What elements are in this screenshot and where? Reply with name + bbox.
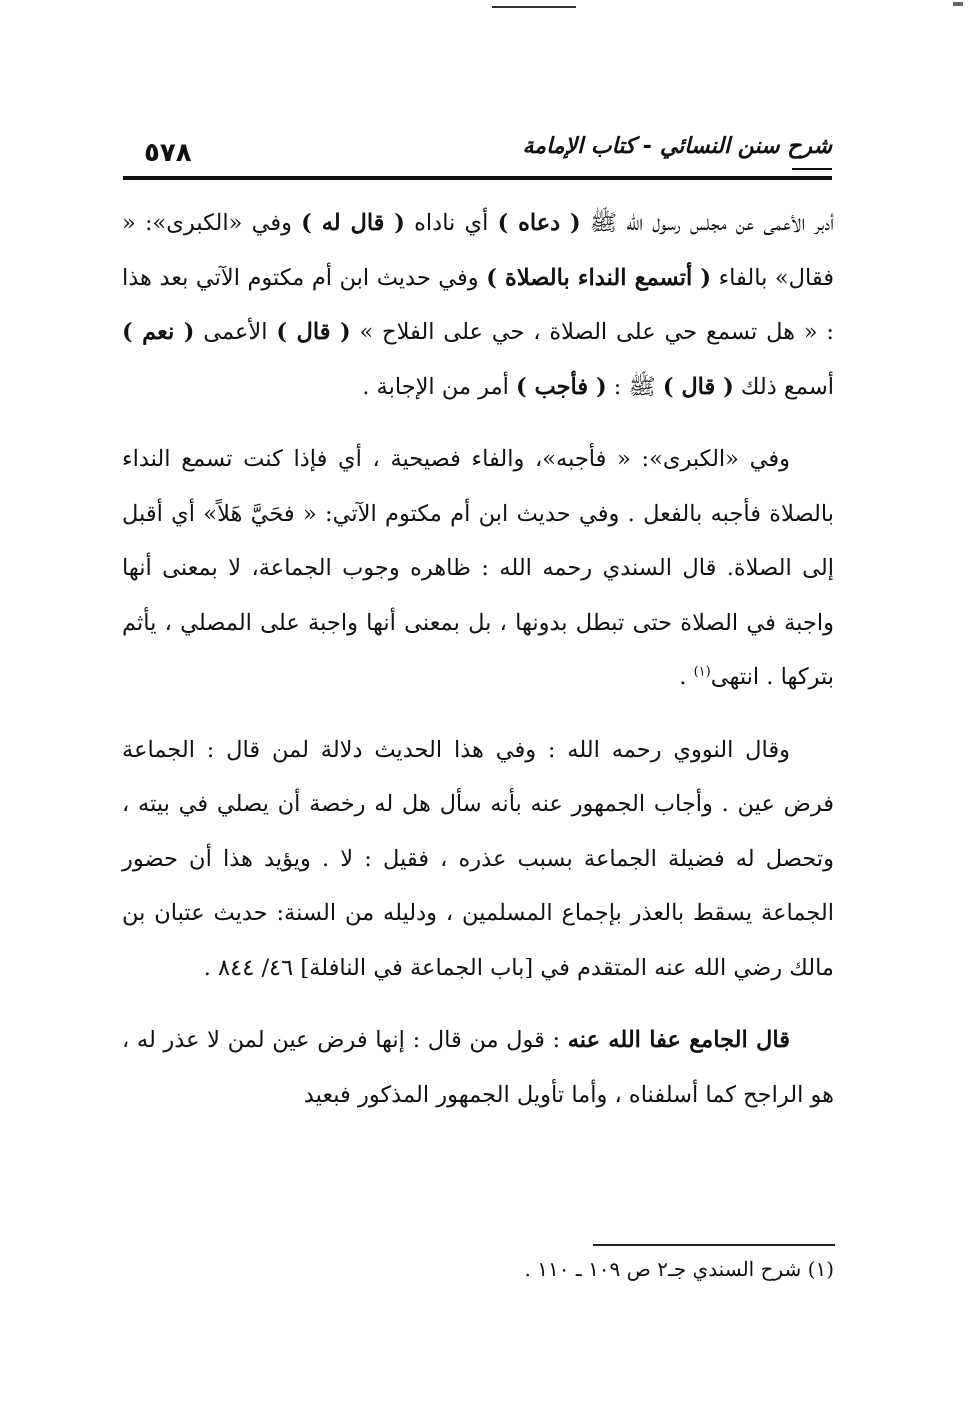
body-text <box>122 196 834 1122</box>
emphasized-text: ( قال له ) <box>301 210 405 236</box>
text-run: وقال النووي رحمه الله : وفي هذا الحديث دلالة لمن قال : الجماعة فرض عين . وأجاب الجمهور عنه بأنه سأل هل له رخصة أن يصلي في بيته ، وتحصل له فضيلة الجماعة بسبب عذره ، فقيل : لا . ويؤيد هذا أن حضور الجماعة يسقط بالعذر بإجماع المسلمين ، ودليله من السنة: حديث عتبان بن مالك رضي الله عنه المتقدم في [باب الجماعة في النافلة] ٤٦/ ٨٤٤ . <box>122 736 834 981</box>
emphasized-text: ( أتسمع النداء بالصلاة ) <box>486 264 712 291</box>
text-run: الأعمى <box>194 319 277 345</box>
text-run: أسمع ذلك <box>733 373 834 400</box>
text-run: . <box>679 664 694 690</box>
text-run: وفي «الكبرى»: « فأجبه»، والفاء فصيحية ، أي فإذا كنت تسمع النداء بالصلاة فأجبه بالفعل . وفي حديث ابن أم مكتوم الآتي: « فحَيَّ هَلاً» أي أقبل إلى الصلاة. قال السندي رحمه الله : ظاهره وجوب الجماعة، لا بمعنى أنها واجبة في الصلاة حتى تبطل بدونها ، بل بمعنى أنها واجبة على المصلي ، يأثم بتركها . انتهى <box>122 446 834 690</box>
footnote-rule <box>593 1244 835 1246</box>
top-edge-mark <box>492 6 576 8</box>
header-rule <box>123 176 832 180</box>
running-title: شرح سنن النسائي - كتاب الإمامة <box>522 134 832 159</box>
emphasized-text: ( فأجب ) <box>516 373 607 400</box>
emphasized-text: ( قال ) <box>276 319 351 345</box>
running-header <box>128 134 832 168</box>
footnote: (١) شرح السندي جـ٢ ص ١٠٩ ـ ١١٠ . <box>524 1257 834 1281</box>
text-run: ﷺ : <box>606 373 663 400</box>
emphasized-text: ( نعم ) <box>122 319 195 345</box>
text-run: أي ناداه <box>404 210 498 236</box>
paragraph-4 <box>122 1013 834 1122</box>
header-rule-tick <box>792 168 832 170</box>
emphasized-text: قال الجامع عفا الله عنه <box>567 1027 790 1053</box>
text-run: وفي «الكبرى»: « فقال» بالفاء <box>122 210 835 291</box>
page-number: ٥٧٨ <box>144 138 192 168</box>
corner-mark <box>953 2 963 6</box>
text-run: أدبر الأعمى عن مجلس رسول الله ﷺ <box>580 210 834 236</box>
emphasized-text: ( دعاه ) <box>497 210 581 236</box>
footnote-ref: (١) <box>693 664 711 680</box>
text-run: أمر من الإجابة . <box>362 373 517 400</box>
emphasized-text: ( قال ) <box>662 373 734 400</box>
paragraph-2 <box>122 432 834 705</box>
paragraph-3 <box>122 723 834 996</box>
paragraph-1 <box>122 196 834 414</box>
text-run: وفي حديث ابن أم مكتوم الآتي بعد هذا : « هل تسمع حي على الصلاة ، حي على الفلاح » <box>122 264 835 345</box>
text-run: : قول من قال : إنها فرض عين لمن لا عذر له ، هو الراجح كما أسلفناه ، وأما تأويل الجمهور المذكور فبعيد <box>122 1027 834 1108</box>
